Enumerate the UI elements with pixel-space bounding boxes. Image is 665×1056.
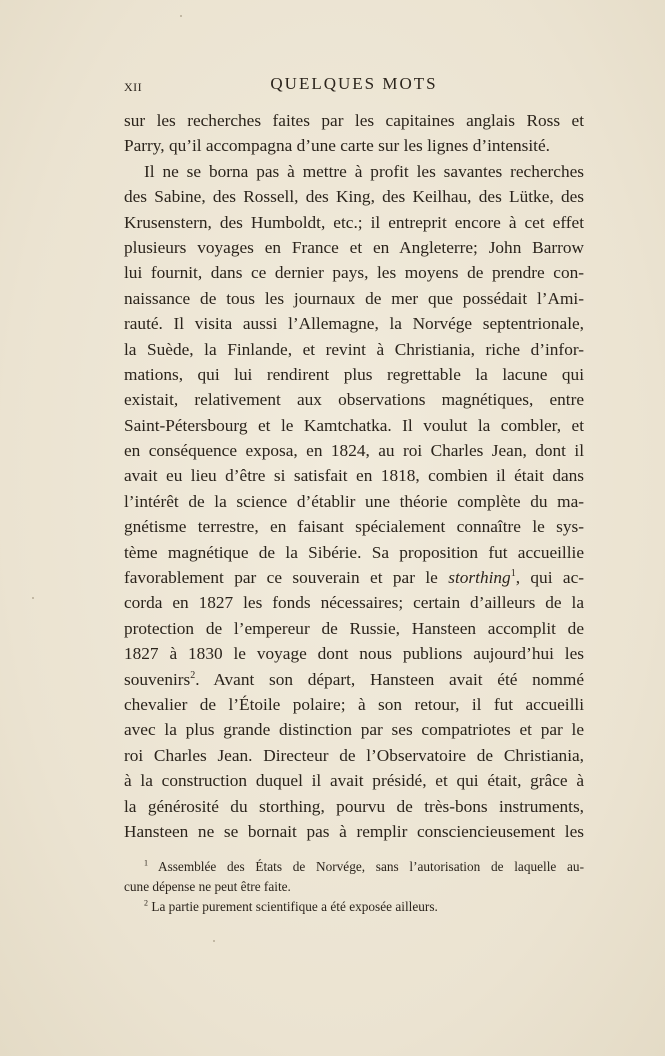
italic-term: storthing bbox=[448, 568, 511, 588]
text-line: Saint-Pétersbourg et le Kamtchatka. Il voulut la combler, et bbox=[124, 415, 584, 435]
text-line: la générosité du storthing, pourvu de très-bons instruments, bbox=[124, 796, 584, 816]
text-line: existait, relativement aux observations magnétiques, entre bbox=[124, 390, 584, 410]
paper-speck bbox=[213, 940, 215, 942]
footnote-ref: 2 bbox=[190, 669, 196, 681]
text-line: à la construction duquel il avait présidé, et qui était, grâce à bbox=[124, 771, 584, 791]
text-line: 1827 à 1830 le voyage dont nous publions aujourd’hui les bbox=[124, 644, 584, 664]
paper-speck bbox=[32, 597, 34, 599]
text-line: lui fournit, dans ce dernier pays, les moyens de prendre con- bbox=[124, 263, 584, 283]
footnotes bbox=[124, 857, 584, 917]
paper-speck bbox=[180, 15, 182, 17]
text-line: roi Charles Jean. Directeur de l’Observatoire de Christiania, bbox=[124, 745, 584, 765]
text-line: tème magnétique de la Sibérie. Sa proposition fut accueillie bbox=[124, 542, 584, 562]
text-line: plusieurs voyages en France et en Angleterre; John Barrow bbox=[124, 237, 584, 257]
text-line: gnétisme terrestre, en faisant spécialement connaître le sys- bbox=[124, 517, 584, 537]
text-line: Krusenstern, des Humboldt, etc.; il entreprit encore à cet effet bbox=[124, 212, 584, 232]
footnote-marker: 2 bbox=[144, 898, 148, 908]
text-line: souvenirs$^2$. Avant son départ, Hansteen avait été nommé bbox=[124, 669, 584, 689]
footnote-line: cune dépense ne peut être faite. bbox=[124, 879, 291, 894]
text-line: rauté. Il visita aussi l’Allemagne, la Norvége septentrionale, bbox=[124, 314, 584, 334]
footnote-line: $^1$ Assemblée des États de Norvége, sans l’autorisation de laquelle au- bbox=[144, 858, 584, 874]
footnote-marker: 1 bbox=[144, 858, 148, 868]
text-line: avec la plus grande distinction par ses compatriotes et par le bbox=[124, 720, 584, 740]
text-line: naissance de tous les journaux de mer que possédait l’Ami- bbox=[124, 288, 584, 308]
text-line: corda en 1827 les fonds nécessaires; certain d’ailleurs de la bbox=[124, 593, 584, 613]
text-line: mations, qui lui rendirent plus regrettable la lacune qui bbox=[124, 364, 584, 384]
footnote-ref: 1 bbox=[510, 568, 516, 580]
text-line: la Suède, la Finlande, et revint à Christiania, riche d’infor- bbox=[124, 339, 584, 359]
page-header bbox=[124, 74, 584, 100]
footnote-line: $^2$ La partie purement scientifique a été exposée ailleurs. bbox=[144, 898, 438, 914]
text-line: l’intérêt de la science d’établir une théorie complète du ma- bbox=[124, 491, 584, 511]
text-line: Il ne se borna pas à mettre à profit les savantes recherches bbox=[144, 161, 584, 181]
text-line: avait eu lieu d’être si satisfait en 1818, combien il était dans bbox=[124, 466, 584, 486]
text-line: des Sabine, des Rossell, des King, des Keilhau, des Lütke, des bbox=[124, 187, 584, 207]
text-line: Parry, qu’il accompagna d’une carte sur les lignes d’intensité. bbox=[124, 136, 550, 156]
text-line: Hansteen ne se bornait pas à remplir consciencieusement les bbox=[124, 821, 584, 841]
running-title: QUELQUES MOTS bbox=[270, 74, 438, 93]
text-line: chevalier de l’Étoile polaire; à son retour, il fut accueilli bbox=[124, 694, 584, 714]
text-line: sur les recherches faites par les capitaines anglais Ross et bbox=[124, 111, 584, 130]
text-line: en conséquence exposa, en 1824, au roi Charles Jean, dont il bbox=[124, 441, 584, 461]
body-text bbox=[124, 108, 584, 844]
text-line: favorablement par ce souverain et par le storthing$^1$, qui ac- bbox=[124, 568, 585, 588]
page-number: XII bbox=[124, 80, 143, 94]
text-line: protection de l’empereur de Russie, Hansteen accomplit de bbox=[124, 618, 584, 638]
